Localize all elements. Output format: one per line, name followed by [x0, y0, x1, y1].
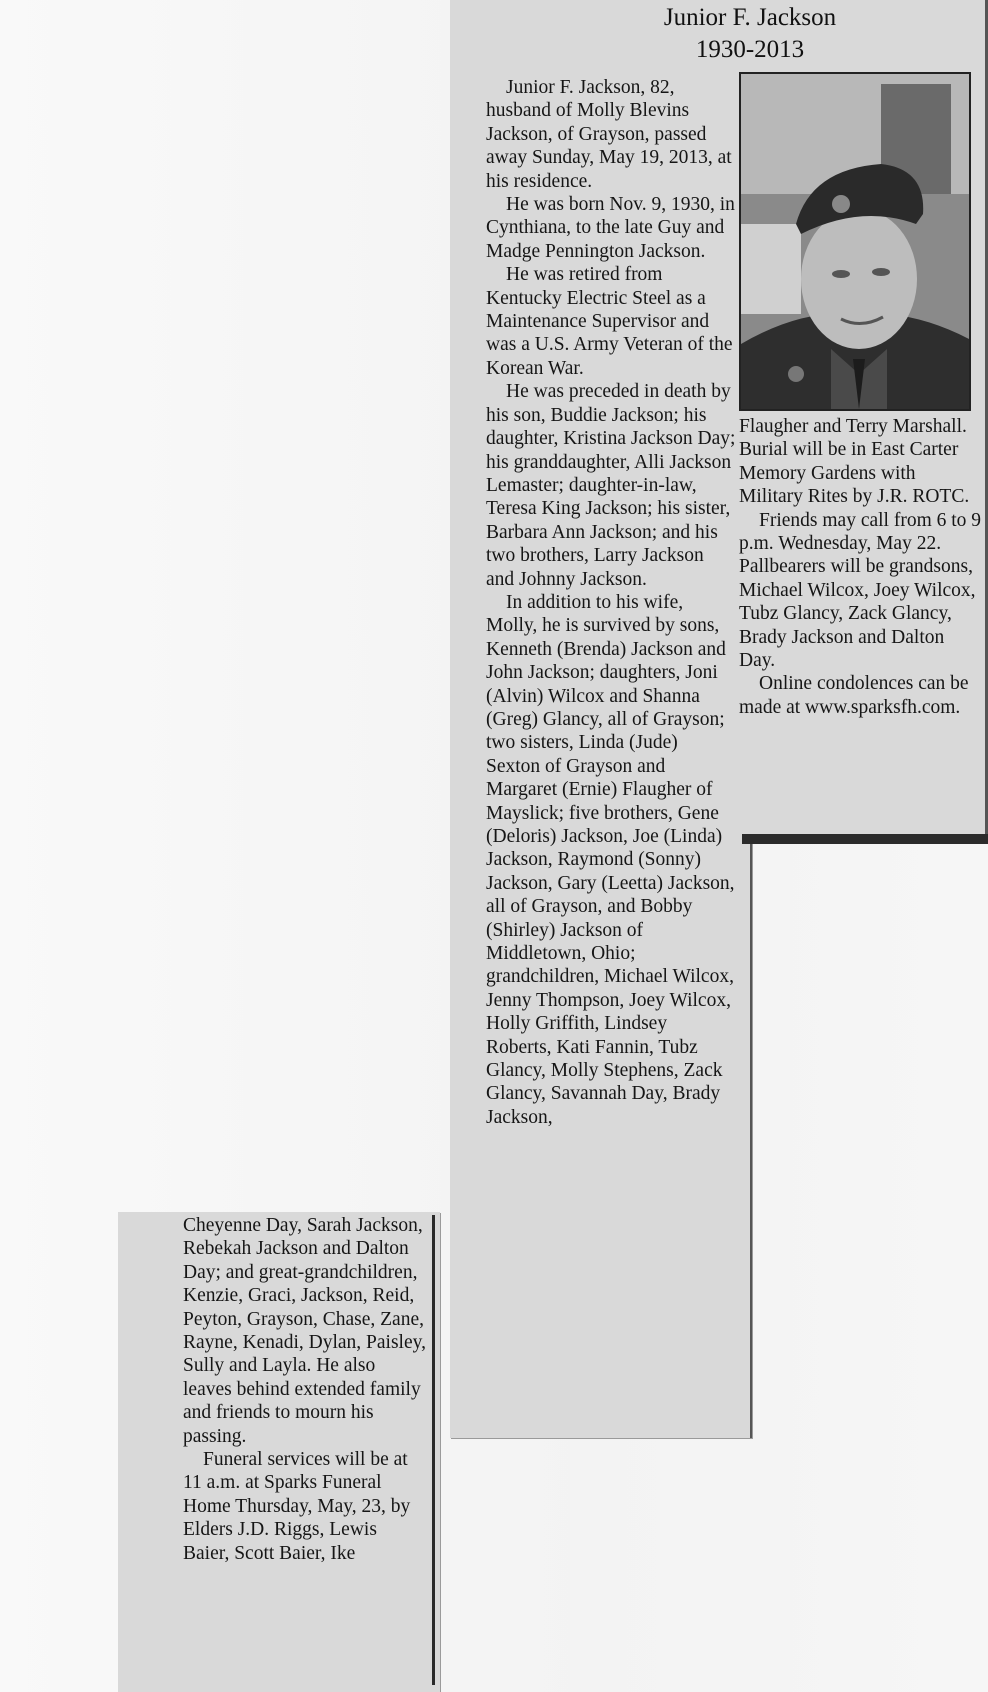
paragraph: Junior F. Jackson, 82, husband of Molly Blevins Jackson, of Grayson, passed away Sunday, May 19, 2013, at his residence. — [486, 77, 732, 192]
portrait-photo — [739, 72, 971, 411]
paragraph: He was retired from Kentucky Electric Steel as a Maintenance Supervisor and was a U.S. Army Veteran of the Korean War. — [486, 264, 733, 379]
paragraph: He was preceded in death by his son, Buddie Jackson; his daughter, Kristina Jackson Day; his granddaughter, Alli Jackson Lemaster; daughter-in-law, Teresa King Jackson; his sister, Barbara Ann Jackson; and his two brothers, Larry Jackson and Johnny Jackson. — [486, 381, 736, 590]
paragraph: He was born Nov. 9, 1930, in Cynthiana, to the late Guy and Madge Pennington Jackson. — [486, 194, 735, 262]
paragraph: Online condolences can be made at www.sparksfh.com. — [739, 673, 969, 718]
paragraph: Funeral services will be at 11 a.m. at Sparks Funeral Home Thursday, May, 23, by Elders J.D. Riggs, Lewis Baier, Scott Baier, Ike — [183, 1449, 411, 1564]
obituary-continuation-column — [183, 1214, 428, 1565]
paragraph: In addition to his wife, Molly, he is survived by sons, Kenneth (Brenda) Jackson and John Jackson; daughters, Joni (Alvin) Wilcox and Shanna (Greg) Glancy, all of Grayson; two sisters, Linda (Jude) Sexton of Grayson and Margaret (Ernie) Flaugher of Mayslick; five brothers, Gene (Deloris) Jackson, Joe (Linda) Jackson, Raymond (Sonny) Jackson, Gary (Leetta) Jackson, all of Grayson, and Bobby (Shirley) Jackson of Middletown, Ohio; grandchildren, Michael Wilcox, Jenny Thompson, Joey Wilcox, Holly Griffith, Lindsey Roberts, Kati Fannin, Tubz Glancy, Molly Stephens, Zack Glancy, Savannah Day, Brady Jackson, — [486, 591, 735, 1128]
paragraph: Friends may call from 6 to 9 p.m. Wednesday, May 22. — [739, 509, 982, 555]
obituary-column-left — [486, 76, 736, 1129]
obituary-header — [600, 2, 900, 66]
clipping-edge — [432, 1215, 435, 1685]
clipping-edge — [750, 842, 752, 1438]
paragraph: Pallbearers will be grandsons, Michael Wilcox, Joey Wilcox, Tubz Glancy, Zack Glancy, Brady Jackson and Dalton Day. — [739, 556, 976, 672]
obituary-name: Junior F. Jackson — [663, 4, 837, 31]
paragraph: Cheyenne Day, Sarah Jackson, Rebekah Jackson and Dalton Day; and great-grandchildren, Kenzie, Graci, Jackson, Reid, Peyton, Grayson, Chase, Zane, Rayne, Kenadi, Dylan, Paisley, Sully and Layla. He also leaves behind extended family and friends to mourn his passing. — [183, 1215, 426, 1447]
soldier-portrait-image — [741, 74, 969, 409]
clipping-edge-strip — [742, 834, 988, 844]
obituary-column-right — [739, 415, 984, 719]
obituary-years: 1930-2013 — [695, 36, 805, 63]
paragraph: Flaugher and Terry Marshall. Burial will be in East Carter Memory Gardens with Military Rites by J.R. ROTC. — [739, 416, 970, 508]
